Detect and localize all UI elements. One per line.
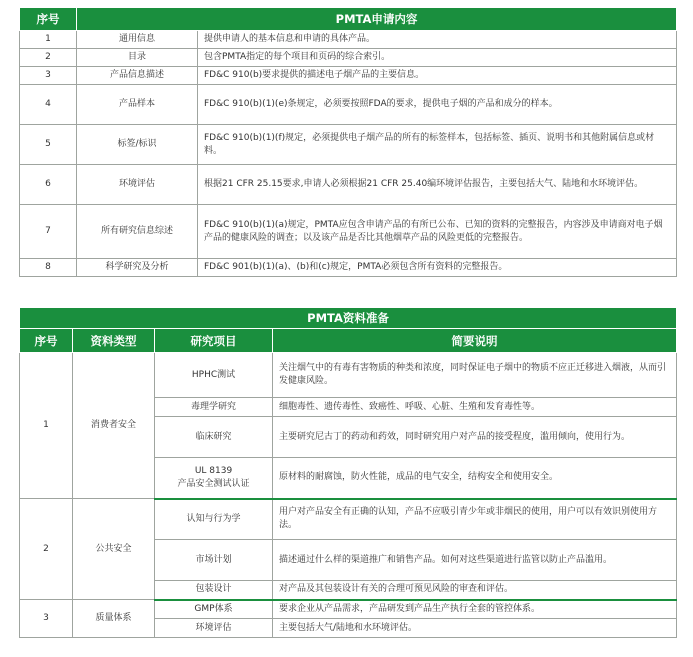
table2-header-type: 资料类型	[73, 329, 155, 353]
row-item: 包装设计	[155, 581, 273, 600]
row-item: 毒理学研究	[155, 398, 273, 417]
row-desc: 要求企业从产品需求，产品研发到产品生产执行全套的管控体系。	[273, 600, 677, 619]
row-item: 临床研究	[155, 417, 273, 458]
row-desc: FD&C 910(b)(1)(e)条规定，必须要按照FDA的要求，提供电子烟的产品和成分的样本。	[198, 85, 677, 125]
table2-title: PMTA资料准备	[20, 308, 677, 329]
row-item: 市场计划	[155, 540, 273, 581]
group-type: 消费者安全	[73, 353, 155, 499]
row-desc: 主要研究尼古丁的药动和药效，同时研究用户对产品的接受程度，滥用倾向，使用行为。	[273, 417, 677, 458]
row-item: 环境评估	[77, 165, 198, 205]
row-item: GMP体系	[155, 600, 273, 619]
row-no: 5	[20, 125, 77, 165]
group-no: 1	[20, 353, 73, 499]
row-item	[155, 458, 273, 499]
row-desc: 主要包括大气/陆地和水环境评估。	[273, 619, 677, 638]
row-no: 7	[20, 205, 77, 259]
row-item-line2: 产品安全测试认证	[177, 478, 250, 489]
row-item: 科学研究及分析	[77, 259, 198, 277]
row-desc: 对产品及其包装设计有关的合理可预见风险的审查和评估。	[273, 581, 677, 600]
pmta-application-table	[19, 7, 677, 277]
group-no: 2	[20, 499, 73, 600]
table-row	[20, 499, 677, 540]
row-no: 2	[20, 49, 77, 67]
table-row	[20, 353, 677, 398]
row-no: 3	[20, 67, 77, 85]
row-item: 环境评估	[155, 619, 273, 638]
group-type: 公共安全	[73, 499, 155, 600]
table-row	[20, 600, 677, 619]
row-desc: 细胞毒性、遗传毒性、致癌性、呼吸、心脏、生殖和发育毒性等。	[273, 398, 677, 417]
table-row	[20, 67, 677, 85]
row-item: 标签/标识	[77, 125, 198, 165]
row-desc: 关注烟气中的有毒有害物质的种类和浓度，同时保证电子烟中的物质不应正迁移进入烟液，从而引发健康风险。	[273, 353, 677, 398]
table-row	[20, 49, 677, 67]
row-no: 8	[20, 259, 77, 277]
table2-header-no: 序号	[20, 329, 73, 353]
row-desc: FD&C 901(b)(1)(a)、(b)和(c)规定，PMTA必须包含所有资料的完整报告。	[198, 259, 677, 277]
table-row	[20, 165, 677, 205]
row-desc: 用户对产品安全有正确的认知，产品不应吸引青少年或非烟民的使用，用户可以有效识别使用方法。	[273, 499, 677, 540]
row-item: 所有研究信息综述	[77, 205, 198, 259]
row-item: 产品信息描述	[77, 67, 198, 85]
pmta-materials-table	[19, 307, 677, 638]
table1-header-title: PMTA申请内容	[77, 8, 677, 31]
row-desc: FD&C 910(b)(1)(f)规定，必须提供电子烟产品的所有的标签样本，包括标签、插页、说明书和其他附属信息或材料。	[198, 125, 677, 165]
table-row	[20, 259, 677, 277]
table2-title-row	[20, 308, 677, 329]
row-no: 6	[20, 165, 77, 205]
row-item: 产品样本	[77, 85, 198, 125]
row-item-line1: UL 8139	[194, 465, 233, 476]
row-item: HPHC测试	[155, 353, 273, 398]
row-desc: 描述通过什么样的渠道推广和销售产品。如何对这些渠道进行监管以防止产品滥用。	[273, 540, 677, 581]
row-desc: FD&C 910(b)(1)(a)规定，PMTA应包含申请产品的有所已公布、已知的资料的完整报告，内容涉及申请商对电子烟产品的健康风险的调查；以及该产品是否比其他烟草产品的风险更低的完整报告。	[198, 205, 677, 259]
row-desc: 原材料的耐腐蚀，防火性能，成品的电气安全，结构安全和使用安全。	[273, 458, 677, 499]
row-item: 目录	[77, 49, 198, 67]
table1-header-row	[20, 8, 677, 31]
row-desc: FD&C 910(b)要求提供的描述电子烟产品的主要信息。	[198, 67, 677, 85]
group-no: 3	[20, 600, 73, 638]
table-row	[20, 125, 677, 165]
table-row	[20, 85, 677, 125]
row-desc: 提供申请人的基本信息和申请的具体产品。	[198, 31, 677, 49]
row-desc: 根据21 CFR 25.15要求,申请人必须根据21 CFR 25.40编环境评估报告，主要包括大气、陆地和水环境评估。	[198, 165, 677, 205]
row-item: 通用信息	[77, 31, 198, 49]
table2-header-row	[20, 329, 677, 353]
table-row	[20, 31, 677, 49]
table2-header-desc: 简要说明	[273, 329, 677, 353]
table1-header-no: 序号	[20, 8, 77, 31]
row-item: 认知与行为学	[155, 499, 273, 540]
row-no: 1	[20, 31, 77, 49]
row-desc: 包含PMTA指定的每个项目和页码的综合索引。	[198, 49, 677, 67]
group-type: 质量体系	[73, 600, 155, 638]
table-row	[20, 205, 677, 259]
table2-header-item: 研究项目	[155, 329, 273, 353]
row-no: 4	[20, 85, 77, 125]
